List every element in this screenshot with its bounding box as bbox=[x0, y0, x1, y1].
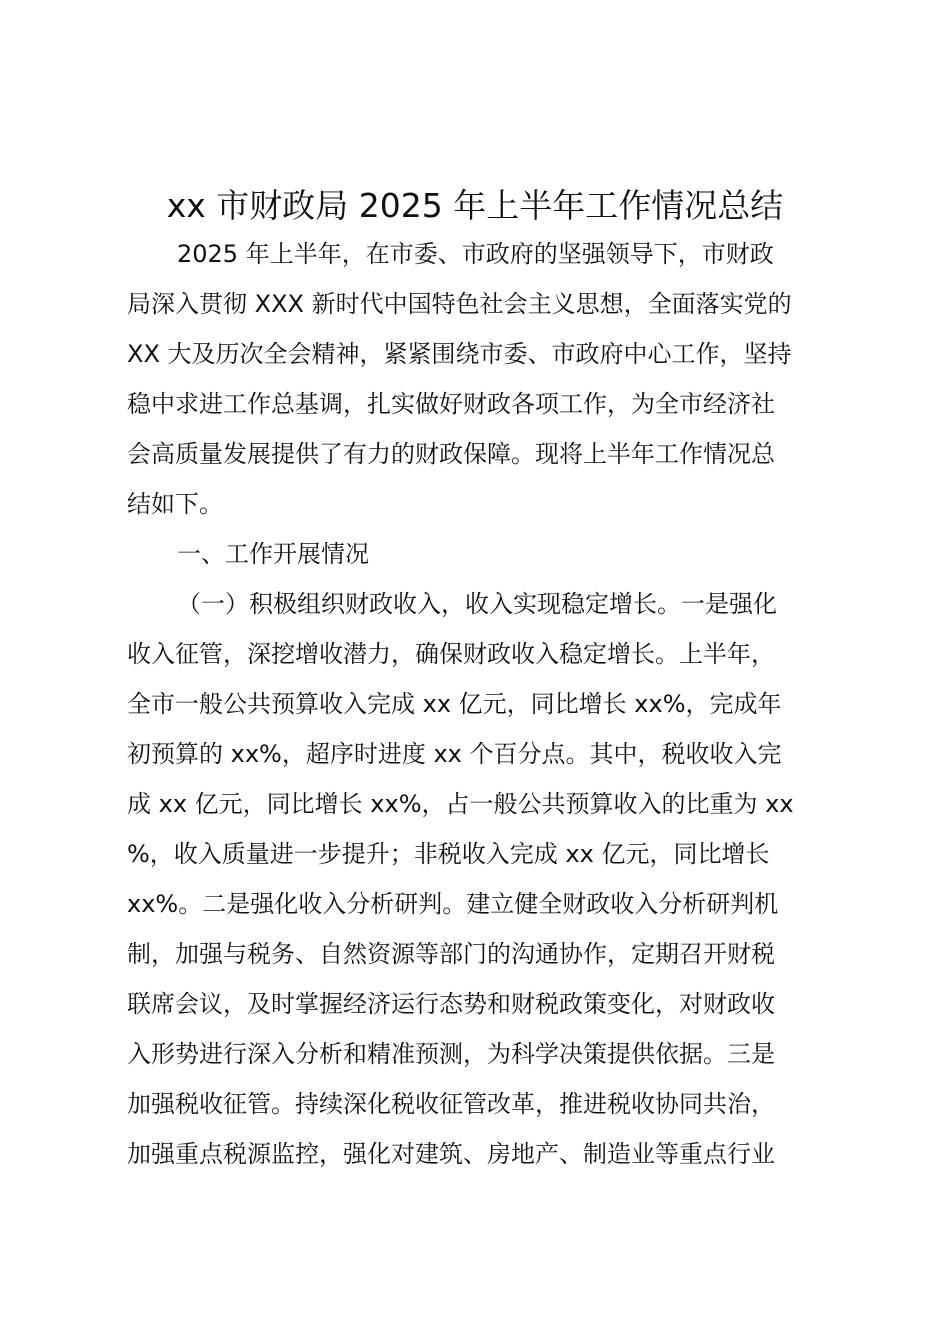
paragraph-line: 局深入贯彻 XXX 新时代中国特色社会主义思想，全面落实党的 bbox=[127, 290, 792, 318]
paragraph-line: 制，加强与税务、自然资源等部门的沟通协作，定期召开财税 bbox=[127, 940, 775, 968]
paragraph-line: 联席会议，及时掌握经济运行态势和财税政策变化，对财政收 bbox=[127, 990, 775, 1018]
paragraph-line: xx%。二是强化收入分析研判。建立健全财政收入分析研判机 bbox=[127, 890, 779, 918]
paragraph-line: 2025 年上半年，在市委、市政府的坚强领导下，市财政 bbox=[177, 240, 774, 268]
paragraph-line: 加强税收征管。持续深化税收征管改革，推进税收协同共治， bbox=[127, 1090, 775, 1118]
paragraph-line: 收入征管，深挖增收潜力，确保财政收入稳定增长。上半年， bbox=[127, 640, 775, 668]
paragraph-line: 初预算的 xx%，超序时进度 xx 个百分点。其中，税收收入完 bbox=[127, 740, 782, 768]
paragraph-line: %，收入质量进一步提升；非税收入完成 xx 亿元，同比增长 bbox=[127, 840, 770, 868]
paragraph-line: 加强重点税源监控，强化对建筑、房地产、制造业等重点行业 bbox=[127, 1140, 775, 1168]
paragraph-line: 入形势进行深入分析和精准预测，为科学决策提供依据。三是 bbox=[127, 1040, 775, 1068]
paragraph-line: 稳中求进工作总基调，扎实做好财政各项工作，为全市经济社 bbox=[127, 390, 775, 418]
paragraph-line: 全市一般公共预算收入完成 xx 亿元，同比增长 xx%，完成年 bbox=[127, 690, 782, 718]
paragraph-line: 结如下。 bbox=[127, 490, 223, 518]
paragraph-line: 成 xx 亿元，同比增长 xx%，占一般公共预算收入的比重为 xx bbox=[127, 790, 794, 818]
paragraph-line: （一）积极组织财政收入，收入实现稳定增长。一是强化 bbox=[177, 590, 777, 618]
section-heading: 一、工作开展情况 bbox=[177, 540, 369, 568]
paragraph-line: XX 大及历次全会精神，紧紧围绕市委、市政府中心工作，坚持 bbox=[127, 340, 792, 368]
paragraph-line: 会高质量发展提供了有力的财政保障。现将上半年工作情况总 bbox=[127, 440, 775, 468]
document-title: xx 市财政局 2025 年上半年工作情况总结 bbox=[166, 186, 784, 225]
